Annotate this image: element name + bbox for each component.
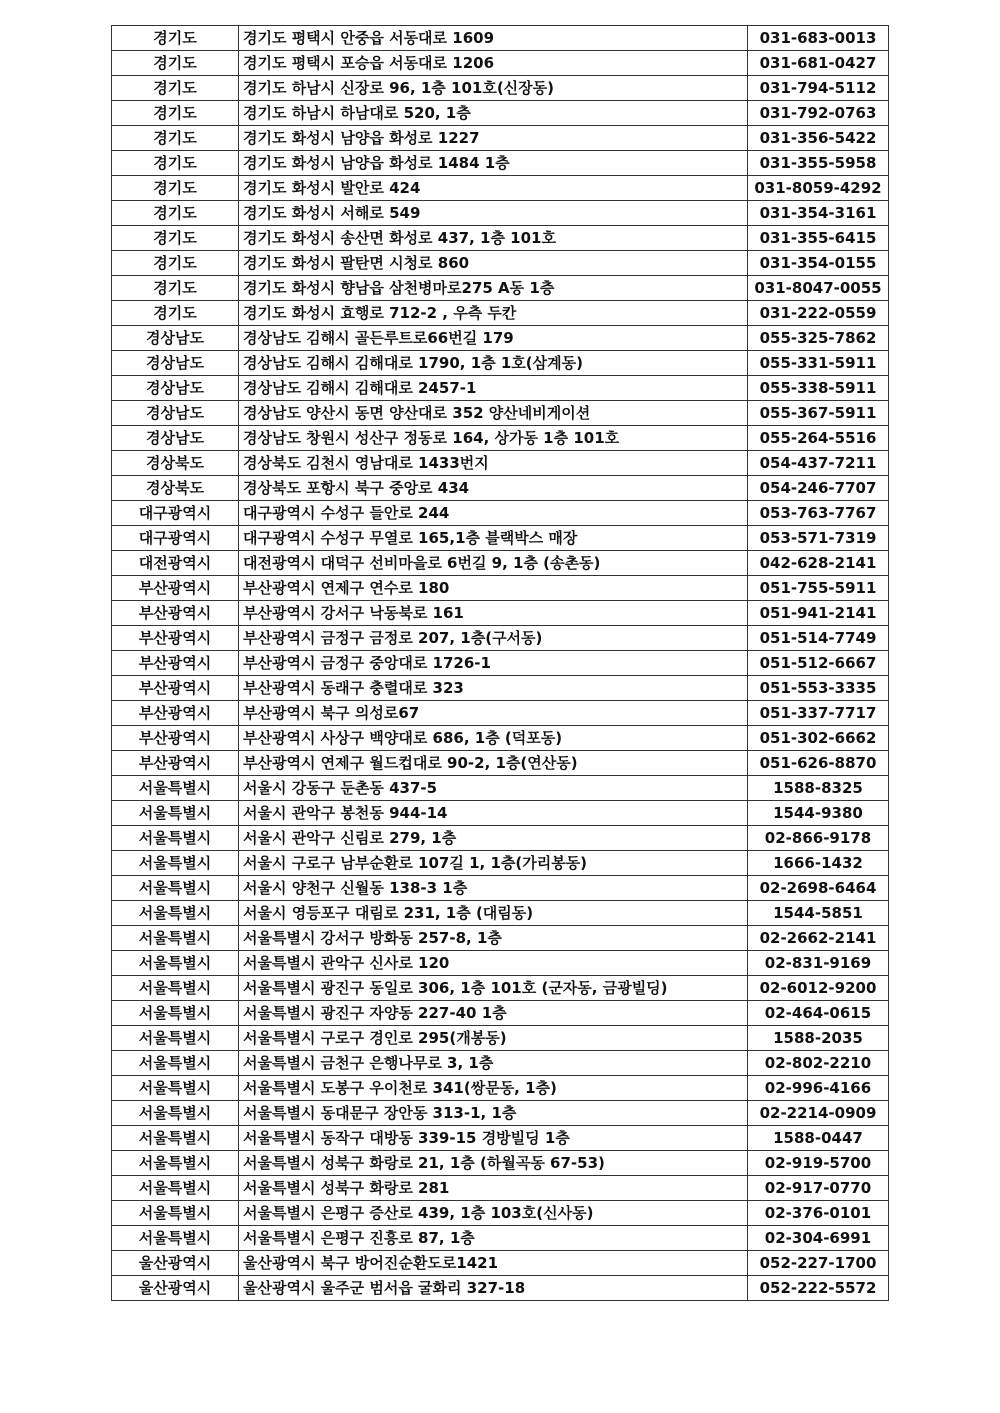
table-row — [112, 1026, 889, 1051]
phone-cell: 051-941-2141 — [748, 601, 889, 626]
table-row — [112, 376, 889, 401]
region-cell: 서울특별시 — [112, 1201, 239, 1226]
region-cell: 서울특별시 — [112, 1151, 239, 1176]
phone-cell: 055-367-5911 — [748, 401, 889, 426]
phone-cell: 1588-8325 — [748, 776, 889, 801]
region-cell: 경기도 — [112, 251, 239, 276]
address-cell: 서울특별시 성북구 화랑로 21, 1층 (하월곡동 67-53) — [239, 1151, 748, 1176]
address-cell: 경상남도 김해시 골든루트로66번길 179 — [239, 326, 748, 351]
address-cell: 서울특별시 광진구 자양동 227-40 1층 — [239, 1001, 748, 1026]
region-cell: 서울특별시 — [112, 901, 239, 926]
phone-cell: 02-464-0615 — [748, 1001, 889, 1026]
table-row — [112, 326, 889, 351]
address-cell: 부산광역시 강서구 낙동북로 161 — [239, 601, 748, 626]
table-row — [112, 726, 889, 751]
region-cell: 서울특별시 — [112, 1176, 239, 1201]
phone-cell: 02-919-5700 — [748, 1151, 889, 1176]
phone-cell: 031-794-5112 — [748, 76, 889, 101]
address-cell: 서울특별시 은평구 진흥로 87, 1층 — [239, 1226, 748, 1251]
table-row — [112, 876, 889, 901]
region-cell: 서울특별시 — [112, 776, 239, 801]
phone-cell: 055-338-5911 — [748, 376, 889, 401]
address-cell: 경상북도 포항시 북구 중앙로 434 — [239, 476, 748, 501]
table-row — [112, 51, 889, 76]
address-cell: 대전광역시 대덕구 선비마을로 6번길 9, 1층 (송촌동) — [239, 551, 748, 576]
region-cell: 울산광역시 — [112, 1276, 239, 1301]
region-cell: 경기도 — [112, 126, 239, 151]
address-cell: 서울특별시 동대문구 장안동 313-1, 1층 — [239, 1101, 748, 1126]
phone-cell: 031-222-0559 — [748, 301, 889, 326]
phone-cell: 051-302-6662 — [748, 726, 889, 751]
address-cell: 서울시 구로구 남부순환로 107길 1, 1층(가리봉동) — [239, 851, 748, 876]
address-cell: 서울시 영등포구 대림로 231, 1층 (대림동) — [239, 901, 748, 926]
table-row — [112, 926, 889, 951]
address-cell: 부산광역시 동래구 충렬대로 323 — [239, 676, 748, 701]
phone-cell: 054-246-7707 — [748, 476, 889, 501]
region-cell: 서울특별시 — [112, 1076, 239, 1101]
region-cell: 경기도 — [112, 201, 239, 226]
phone-cell: 051-514-7749 — [748, 626, 889, 651]
address-cell: 경기도 화성시 향남읍 삼천병마로275 A동 1층 — [239, 276, 748, 301]
table-row — [112, 276, 889, 301]
region-cell: 서울특별시 — [112, 876, 239, 901]
address-cell: 경기도 화성시 남양읍 화성로 1484 1층 — [239, 151, 748, 176]
phone-cell: 02-831-9169 — [748, 951, 889, 976]
phone-cell: 031-355-6415 — [748, 226, 889, 251]
phone-cell: 02-866-9178 — [748, 826, 889, 851]
address-cell: 서울특별시 동작구 대방동 339-15 경방빌딩 1층 — [239, 1126, 748, 1151]
table-row — [112, 626, 889, 651]
address-cell: 경기도 화성시 남양읍 화성로 1227 — [239, 126, 748, 151]
table-row — [112, 1176, 889, 1201]
address-cell: 부산광역시 연제구 월드컵대로 90-2, 1층(연산동) — [239, 751, 748, 776]
table-row — [112, 1226, 889, 1251]
region-cell: 경상남도 — [112, 351, 239, 376]
phone-cell: 031-8059-4292 — [748, 176, 889, 201]
region-cell: 경기도 — [112, 226, 239, 251]
table-row — [112, 426, 889, 451]
phone-cell: 031-792-0763 — [748, 101, 889, 126]
region-cell: 경상남도 — [112, 326, 239, 351]
region-cell: 경기도 — [112, 76, 239, 101]
phone-cell: 02-304-6991 — [748, 1226, 889, 1251]
region-cell: 경기도 — [112, 176, 239, 201]
address-cell: 경상남도 창원시 성산구 정동로 164, 상가동 1층 101호 — [239, 426, 748, 451]
region-cell: 경상남도 — [112, 426, 239, 451]
phone-cell: 052-222-5572 — [748, 1276, 889, 1301]
region-cell: 부산광역시 — [112, 651, 239, 676]
region-cell: 서울특별시 — [112, 1126, 239, 1151]
region-cell: 서울특별시 — [112, 851, 239, 876]
address-cell: 경기도 평택시 안중읍 서동대로 1609 — [239, 26, 748, 51]
phone-cell: 031-8047-0055 — [748, 276, 889, 301]
address-cell: 경기도 화성시 송산면 화성로 437, 1층 101호 — [239, 226, 748, 251]
phone-cell: 051-755-5911 — [748, 576, 889, 601]
address-cell: 경기도 하남시 신장로 96, 1층 101호(신장동) — [239, 76, 748, 101]
table-row — [112, 226, 889, 251]
region-cell: 경기도 — [112, 151, 239, 176]
phone-cell: 051-512-6667 — [748, 651, 889, 676]
address-table — [111, 25, 889, 1301]
phone-cell: 02-376-0101 — [748, 1201, 889, 1226]
table-row — [112, 551, 889, 576]
region-cell: 서울특별시 — [112, 1226, 239, 1251]
address-cell: 서울시 관악구 신림로 279, 1층 — [239, 826, 748, 851]
region-cell: 경상남도 — [112, 376, 239, 401]
table-row — [112, 826, 889, 851]
table-row — [112, 401, 889, 426]
phone-cell: 02-2662-2141 — [748, 926, 889, 951]
phone-cell: 02-996-4166 — [748, 1076, 889, 1101]
address-cell: 서울특별시 금천구 은행나무로 3, 1층 — [239, 1051, 748, 1076]
region-cell: 부산광역시 — [112, 576, 239, 601]
phone-cell: 051-626-8870 — [748, 751, 889, 776]
phone-cell: 053-571-7319 — [748, 526, 889, 551]
table-row — [112, 101, 889, 126]
address-cell: 경상남도 양산시 동면 양산대로 352 양산네비게이션 — [239, 401, 748, 426]
table-row — [112, 1126, 889, 1151]
phone-cell: 052-227-1700 — [748, 1251, 889, 1276]
address-cell: 경기도 화성시 효행로 712-2 , 우측 두칸 — [239, 301, 748, 326]
phone-cell: 1544-5851 — [748, 901, 889, 926]
phone-cell: 02-802-2210 — [748, 1051, 889, 1076]
table-row — [112, 576, 889, 601]
region-cell: 서울특별시 — [112, 976, 239, 1001]
table-row — [112, 301, 889, 326]
region-cell: 서울특별시 — [112, 926, 239, 951]
address-cell: 경기도 화성시 서해로 549 — [239, 201, 748, 226]
phone-cell: 02-2698-6464 — [748, 876, 889, 901]
table-row — [112, 1276, 889, 1301]
address-cell: 부산광역시 연제구 연수로 180 — [239, 576, 748, 601]
table-row — [112, 976, 889, 1001]
table-row — [112, 1201, 889, 1226]
phone-cell: 055-331-5911 — [748, 351, 889, 376]
table-row — [112, 151, 889, 176]
address-cell: 서울특별시 성북구 화랑로 281 — [239, 1176, 748, 1201]
phone-cell: 031-354-0155 — [748, 251, 889, 276]
phone-cell: 042-628-2141 — [748, 551, 889, 576]
phone-cell: 051-337-7717 — [748, 701, 889, 726]
address-table-body — [112, 26, 889, 1301]
table-row — [112, 651, 889, 676]
address-cell: 서울특별시 구로구 경인로 295(개봉동) — [239, 1026, 748, 1051]
region-cell: 서울특별시 — [112, 1026, 239, 1051]
table-row — [112, 1101, 889, 1126]
table-row — [112, 526, 889, 551]
region-cell: 울산광역시 — [112, 1251, 239, 1276]
region-cell: 경상남도 — [112, 401, 239, 426]
address-cell: 경기도 하남시 하남대로 520, 1층 — [239, 101, 748, 126]
region-cell: 경기도 — [112, 301, 239, 326]
region-cell: 서울특별시 — [112, 951, 239, 976]
table-row — [112, 351, 889, 376]
address-cell: 서울특별시 광진구 동일로 306, 1층 101호 (군자동, 금광빌딩) — [239, 976, 748, 1001]
table-row — [112, 951, 889, 976]
phone-cell: 054-437-7211 — [748, 451, 889, 476]
table-row — [112, 76, 889, 101]
region-cell: 경기도 — [112, 276, 239, 301]
address-cell: 서울특별시 도봉구 우이천로 341(쌍문동, 1층) — [239, 1076, 748, 1101]
table-row — [112, 451, 889, 476]
table-row — [112, 601, 889, 626]
region-cell: 부산광역시 — [112, 751, 239, 776]
table-row — [112, 1001, 889, 1026]
phone-cell: 055-264-5516 — [748, 426, 889, 451]
region-cell: 서울특별시 — [112, 1001, 239, 1026]
region-cell: 경기도 — [112, 26, 239, 51]
table-row — [112, 476, 889, 501]
phone-cell: 031-354-3161 — [748, 201, 889, 226]
table-row — [112, 176, 889, 201]
phone-cell: 1544-9380 — [748, 801, 889, 826]
address-cell: 울산광역시 북구 방어진순환도로1421 — [239, 1251, 748, 1276]
phone-cell: 1666-1432 — [748, 851, 889, 876]
phone-cell: 031-683-0013 — [748, 26, 889, 51]
address-cell: 경기도 화성시 발안로 424 — [239, 176, 748, 201]
region-cell: 대구광역시 — [112, 526, 239, 551]
address-cell: 경상북도 김천시 영남대로 1433번지 — [239, 451, 748, 476]
address-cell: 경상남도 김해시 김해대로 1790, 1층 1호(삼계동) — [239, 351, 748, 376]
region-cell: 경상북도 — [112, 451, 239, 476]
region-cell: 부산광역시 — [112, 701, 239, 726]
table-row — [112, 851, 889, 876]
phone-cell: 031-356-5422 — [748, 126, 889, 151]
address-cell: 부산광역시 북구 의성로67 — [239, 701, 748, 726]
address-cell: 부산광역시 금정구 중앙대로 1726-1 — [239, 651, 748, 676]
table-row — [112, 26, 889, 51]
table-row — [112, 126, 889, 151]
region-cell: 부산광역시 — [112, 676, 239, 701]
table-row — [112, 901, 889, 926]
phone-cell: 02-917-0770 — [748, 1176, 889, 1201]
region-cell: 서울특별시 — [112, 801, 239, 826]
table-row — [112, 801, 889, 826]
address-cell: 서울특별시 강서구 방화동 257-8, 1층 — [239, 926, 748, 951]
address-cell: 부산광역시 금정구 금정로 207, 1층(구서동) — [239, 626, 748, 651]
table-row — [112, 776, 889, 801]
region-cell: 서울특별시 — [112, 1101, 239, 1126]
address-cell: 경기도 화성시 팔탄면 시청로 860 — [239, 251, 748, 276]
address-cell: 서울특별시 관악구 신사로 120 — [239, 951, 748, 976]
phone-cell: 031-681-0427 — [748, 51, 889, 76]
table-row — [112, 201, 889, 226]
phone-cell: 02-6012-9200 — [748, 976, 889, 1001]
table-row — [112, 701, 889, 726]
table-row — [112, 501, 889, 526]
address-cell: 부산광역시 사상구 백양대로 686, 1층 (덕포동) — [239, 726, 748, 751]
region-cell: 경기도 — [112, 51, 239, 76]
region-cell: 대전광역시 — [112, 551, 239, 576]
address-cell: 대구광역시 수성구 무열로 165,1층 블랙박스 매장 — [239, 526, 748, 551]
region-cell: 서울특별시 — [112, 1051, 239, 1076]
address-cell: 서울시 강동구 둔촌동 437-5 — [239, 776, 748, 801]
phone-cell: 1588-2035 — [748, 1026, 889, 1051]
phone-cell: 051-553-3335 — [748, 676, 889, 701]
address-cell: 서울시 관악구 봉천동 944-14 — [239, 801, 748, 826]
table-row — [112, 1051, 889, 1076]
region-cell: 대구광역시 — [112, 501, 239, 526]
address-cell: 울산광역시 울주군 범서읍 굴화리 327-18 — [239, 1276, 748, 1301]
phone-cell: 031-355-5958 — [748, 151, 889, 176]
region-cell: 부산광역시 — [112, 726, 239, 751]
table-row — [112, 676, 889, 701]
address-cell: 경기도 평택시 포승읍 서동대로 1206 — [239, 51, 748, 76]
address-cell: 서울시 양천구 신월동 138-3 1층 — [239, 876, 748, 901]
phone-cell: 053-763-7767 — [748, 501, 889, 526]
region-cell: 경기도 — [112, 101, 239, 126]
table-row — [112, 1151, 889, 1176]
phone-cell: 1588-0447 — [748, 1126, 889, 1151]
region-cell: 경상북도 — [112, 476, 239, 501]
table-row — [112, 1076, 889, 1101]
phone-cell: 02-2214-0909 — [748, 1101, 889, 1126]
address-cell: 서울특별시 은평구 증산로 439, 1층 103호(신사동) — [239, 1201, 748, 1226]
region-cell: 부산광역시 — [112, 626, 239, 651]
region-cell: 서울특별시 — [112, 826, 239, 851]
address-cell: 대구광역시 수성구 들안로 244 — [239, 501, 748, 526]
table-row — [112, 751, 889, 776]
address-cell: 경상남도 김해시 김해대로 2457-1 — [239, 376, 748, 401]
table-row — [112, 1251, 889, 1276]
table-row — [112, 251, 889, 276]
phone-cell: 055-325-7862 — [748, 326, 889, 351]
region-cell: 부산광역시 — [112, 601, 239, 626]
